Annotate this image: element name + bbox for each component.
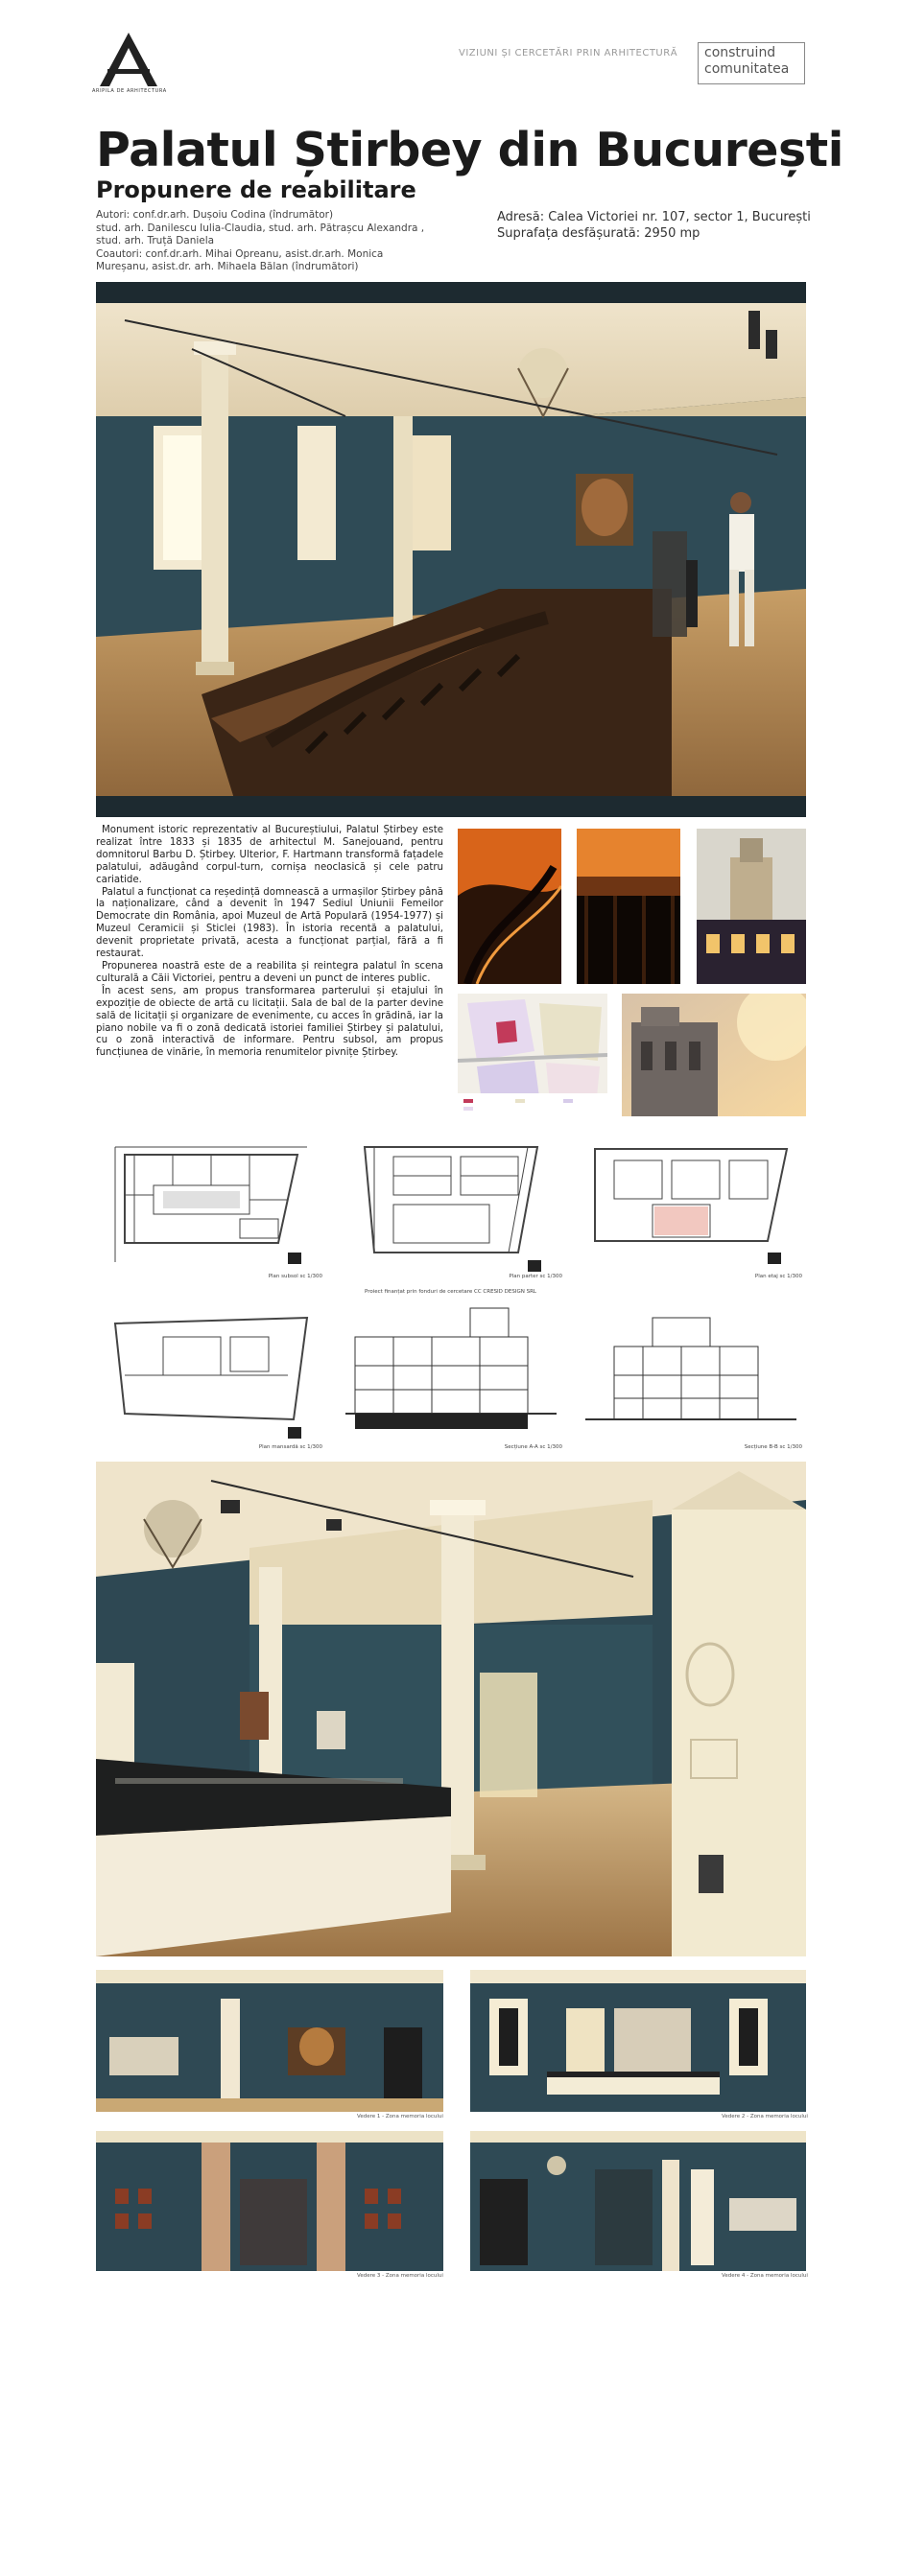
section-b-b (576, 1299, 806, 1460)
plan-upper-floor (576, 1128, 806, 1289)
plan-basement (96, 1128, 326, 1289)
author-line: Coautori: conf.dr.arh. Mihai Opreanu, asist.dr.arh. Monica (96, 247, 384, 260)
view-1-render (96, 1970, 443, 2112)
plan-ground-floor (336, 1128, 566, 1289)
view-3-render (96, 2131, 443, 2271)
author-line: stud. arh. Danilescu Iulia-Claudia, stud. arh. Pătrașcu Alexandra , (96, 222, 425, 234)
plan-caption: Plan parter sc 1/300 (509, 1274, 562, 1279)
author-line: stud. arh. Truță Daniela (96, 235, 215, 246)
plan-caption: Secțiune B-B sc 1/300 (744, 1444, 802, 1450)
plan-caption: Plan subsol sc 1/300 (268, 1274, 322, 1279)
view-caption: Vedere 2 - Zona memoria locului (722, 2114, 808, 2119)
view-4-render (470, 2131, 806, 2271)
plan-attic (96, 1299, 326, 1460)
paragraph: Palatul a funcționat ca reședință domnească a urmașilor Știrbey până la naționalizare, când a devenit în 1947 Sediul Uniunii Femeilor Democrate din România, apoi Muzeul de Artă Populară (1954-1977) și Muzeul Ceramicii și Sticlei (1983). În istoria recentă a palatului, devenit proprietate privată, acesta a funcționat parțial, fără a fi restaurat. (96, 886, 443, 960)
view-caption: Vedere 4 - Zona memoria locului (722, 2273, 808, 2279)
brand-line-2: comunitatea (704, 61, 790, 77)
main-interior-render (96, 282, 806, 817)
plan-caption: Plan mansardă sc 1/300 (258, 1444, 322, 1450)
site-plan-map (458, 994, 607, 1116)
photo-staircase (458, 829, 561, 984)
view-2-render (470, 1970, 806, 2112)
page-title: Palatul Știrbey din București (96, 123, 843, 177)
photo-ceiling (577, 829, 680, 984)
address-block (497, 209, 811, 242)
view-caption: Vedere 1 - Zona memoria locului (357, 2114, 443, 2119)
auction-hall-render (96, 1462, 806, 1956)
plan-caption: Plan etaj sc 1/300 (754, 1274, 802, 1279)
paragraph: În acest sens, am propus transformarea parterului și etajului în expoziție de obiecte de artă cu licitații. Sala de bal de la parter devine sală de licitații și organizare de evenimente, cu acces în grădină, iar la piano nobile va fi o zonă dedicată istoriei familiei Știrbey și palatului, cu o zonă interactivă de informare. Pentru subsol, am propus funcțiunea de vinărie, în memoria renumitelor pivnițe Știrbey. (96, 985, 443, 1059)
photo-facade-night (697, 829, 806, 984)
paragraph: Monument istoric reprezentativ al Bucureștiului, Palatul Știrbey este realizat între 1833 și 1835 de arhitectul M. Sanejouand, pentru domnitorul Barbu D. Știrbey. Ulterior, F. Hartmann transformă fațadele palatului, adăugând corpul-turn, cornișa neoclasică și cele patru cariatide. (96, 825, 443, 885)
paragraph: Propunerea noastră este de a reabilita și reintegra palatul în scena culturală a Căii Victoriei, pentru a deveni un punct de interes public. (96, 960, 443, 984)
author-line: Mureșanu, asist.dr. arh. Mihaela Bălan (îndrumători) (96, 261, 359, 272)
tagline: VIZIUNI ȘI CERCETĂRI PRIN ARHITECTURĂ (459, 48, 678, 59)
area-line: Suprafața desfășurată: 2950 mp (497, 226, 700, 241)
brand-logo (698, 42, 805, 84)
plans-note: Proiect finanțat prin fonduri de cercetare CC CRESID DESIGN SRL (365, 1289, 536, 1295)
logo-icon (96, 31, 161, 94)
logo-caption: ARIPILA DE ARHITECTURA (92, 88, 167, 94)
page-subtitle: Propunere de reabilitare (96, 176, 416, 203)
view-caption: Vedere 3 - Zona memoria locului (357, 2273, 443, 2279)
description-text (96, 825, 443, 1060)
plan-caption: Secțiune A-A sc 1/300 (504, 1444, 562, 1450)
author-line: Autori: conf.dr.arh. Dușoiu Codina (îndrumător) (96, 209, 334, 221)
address-line: Adresă: Calea Victoriei nr. 107, sector 1, București (497, 210, 811, 224)
authors-block (96, 209, 499, 274)
photo-facade-sunset (622, 994, 806, 1116)
section-a-a (336, 1299, 566, 1460)
brand-line-1: construind (704, 45, 776, 60)
